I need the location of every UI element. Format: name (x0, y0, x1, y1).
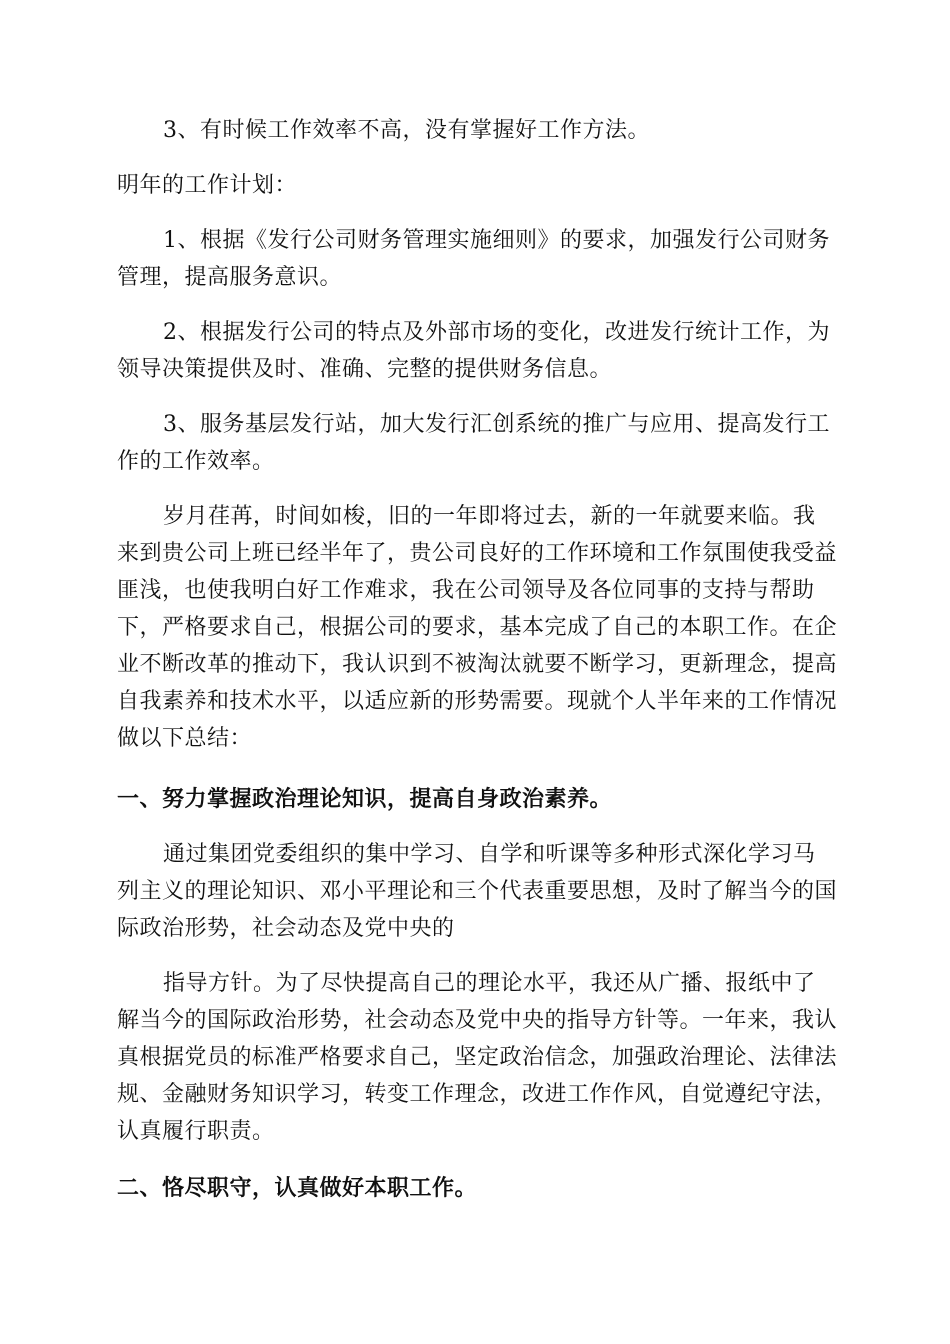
list-item: 2、根据发行公司的特点及外部市场的变化，改进发行统计工作，为领导决策提供及时、准确、完整的提供财务信息。 (117, 320, 830, 382)
section-heading: 二、恪尽职守，认真做好本职工作。 (117, 1175, 478, 1201)
section-label: 明年的工作计划： (117, 173, 298, 198)
body-paragraph: 通过集团党委组织的集中学习、自学和听课等多种形式深化学习马列主义的理论知识、邓小平理论和三个代表重要思想，及时了解当今的国际政治形势，社会动态及党中央的 (117, 842, 838, 941)
section-heading: 一、努力掌握政治理论知识，提高自身政治素养。 (117, 786, 613, 812)
list-item: 3、服务基层发行站，加大发行汇创系统的推广与应用、提高发行工作的工作效率。 (117, 412, 830, 474)
list-item: 3、有时候工作效率不高，没有掌握好工作方法。 (163, 118, 650, 143)
body-paragraph: 指导方针。为了尽快提高自己的理论水平，我还从广播、报纸中了解当今的国际政治形势，社会动态及党中央的指导方针等。一年来，我认真根据党员的标准严格要求自己，坚定政治信念，加强政治理论、法律法规、金融财务知识学习，转变工作理念，改进工作作风，自觉遵纪守法，认真履行职责。 (117, 971, 838, 1144)
list-item: 1、根据《发行公司财务管理实施细则》的要求，加强发行公司财务管理，提高服务意识。 (117, 228, 830, 290)
body-paragraph: 岁月荏苒，时间如梭，旧的一年即将过去，新的一年就要来临。我来到贵公司上班已经半年了，贵公司良好的工作环境和工作氛围使我受益匪浅，也使我明白好工作难求，我在公司领导及各位同事的支持与帮助下，严格要求自己，根据公司的要求，基本完成了自己的本职工作。在企业不断改革的推动下，我认识到不被淘汰就要不断学习，更新理念，提高自我素养和技术水平，以适应新的形势需要。现就个人半年来的工作情况做以下总结： (117, 504, 838, 751)
